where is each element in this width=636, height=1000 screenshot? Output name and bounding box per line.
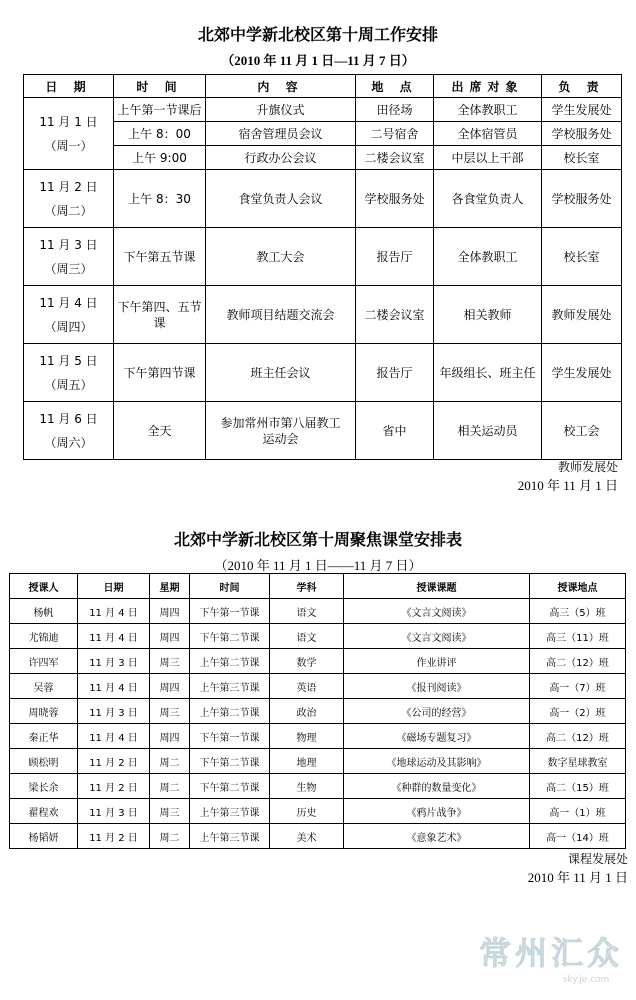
date-cell: 11 月 3 日	[78, 649, 150, 674]
date-cell	[24, 228, 114, 286]
content-cell: 参加常州市第八届教工运动会	[206, 402, 356, 460]
time-cell: 上午第三节课	[190, 824, 270, 849]
responsible-cell: 学生发展处	[542, 98, 622, 122]
table-row	[10, 599, 626, 624]
lessons-title: 北郊中学新北校区第十周聚焦课堂安排表	[173, 530, 462, 549]
content-cell: 食堂负责人会议	[206, 170, 356, 228]
attendees-cell: 全体宿管员	[434, 122, 542, 146]
location-cell: 二楼会议室	[356, 146, 434, 170]
column-header: 内 容	[206, 75, 356, 98]
date-cell: 11 月 2 日	[78, 749, 150, 774]
room-cell: 高一（7）班	[530, 674, 626, 699]
time-cell: 下午第一节课	[190, 599, 270, 624]
room-cell: 高一（2）班	[530, 699, 626, 724]
table-row	[24, 344, 622, 402]
responsible-cell: 校长室	[542, 146, 622, 170]
teacher-cell: 吴蓉	[10, 674, 78, 699]
table-header-row	[10, 574, 626, 599]
date-text: 11 月 4 日	[39, 295, 98, 310]
location-cell: 学校服务处	[356, 170, 434, 228]
column-header: 时 间	[114, 75, 206, 98]
location-cell: 二号宿舍	[356, 122, 434, 146]
weekday-cell: 周二	[150, 824, 190, 849]
date-cell	[24, 170, 114, 228]
teacher-cell: 翟程欢	[10, 799, 78, 824]
attendees-cell: 相关教师	[434, 286, 542, 344]
table-row	[24, 228, 622, 286]
room-cell: 数字星球教室	[530, 749, 626, 774]
responsible-cell: 学校服务处	[542, 170, 622, 228]
attendees-cell: 年级组长、班主任	[434, 344, 542, 402]
table-row	[24, 402, 622, 460]
table-row	[24, 122, 622, 146]
watermark-main-text: 常州汇众	[478, 934, 624, 972]
content-cell: 宿舍管理员会议	[206, 122, 356, 146]
subject-cell: 英语	[270, 674, 344, 699]
signature-date: 2010 年 11 月 1 日	[527, 870, 628, 885]
room-cell: 高二（12）班	[530, 724, 626, 749]
weekday-cell: 周四	[150, 674, 190, 699]
date-cell	[24, 286, 114, 344]
weekday-cell: 周三	[150, 799, 190, 824]
table-row	[24, 286, 622, 344]
table-row	[10, 674, 626, 699]
subject-cell: 地理	[270, 749, 344, 774]
topic-cell: 作业讲评	[344, 649, 530, 674]
table-row	[24, 146, 622, 170]
time-cell: 下午第一节课	[190, 724, 270, 749]
topic-cell: 《种群的数量变化》	[344, 774, 530, 799]
date-text: 11 月 2 日	[39, 179, 98, 194]
topic-cell: 《磁场专题复习》	[344, 724, 530, 749]
lesson-schedule-table	[9, 573, 626, 849]
time-cell: 下午第四节课	[114, 344, 206, 402]
weekday-text: （周六）	[44, 435, 93, 450]
time-cell: 上午第三节课	[190, 674, 270, 699]
weekday-cell: 周二	[150, 749, 190, 774]
table-row	[10, 799, 626, 824]
weekday-cell: 周四	[150, 624, 190, 649]
work-schedule-table	[23, 74, 622, 460]
date-cell	[24, 402, 114, 460]
weekday-cell: 周三	[150, 649, 190, 674]
time-cell: 全天	[114, 402, 206, 460]
time-cell: 上午 9:00	[114, 146, 206, 170]
attendees-cell: 相关运动员	[434, 402, 542, 460]
topic-cell: 《意象艺术》	[344, 824, 530, 849]
topic-cell: 《公司的经营》	[344, 699, 530, 724]
watermark-logo	[474, 928, 628, 988]
table-row	[10, 774, 626, 799]
weekday-cell: 周三	[150, 699, 190, 724]
table-row	[24, 98, 622, 122]
room-cell: 高一（14）班	[530, 824, 626, 849]
content-cell: 升旗仪式	[206, 98, 356, 122]
location-cell: 二楼会议室	[356, 286, 434, 344]
date-cell: 11 月 3 日	[78, 799, 150, 824]
time-cell: 下午第二节课	[190, 624, 270, 649]
column-header: 出席对象	[434, 75, 542, 98]
weekday-cell: 周二	[150, 774, 190, 799]
time-cell: 上午 8：00	[114, 122, 206, 146]
subject-cell: 数学	[270, 649, 344, 674]
content-cell: 教师项目结题交流会	[206, 286, 356, 344]
table-row	[10, 749, 626, 774]
subject-cell: 语文	[270, 624, 344, 649]
date-cell: 11 月 4 日	[78, 624, 150, 649]
table-row	[10, 724, 626, 749]
weekday-text: （周五）	[44, 377, 93, 392]
time-cell: 下午第二节课	[190, 774, 270, 799]
responsible-cell: 校长室	[542, 228, 622, 286]
subject-cell: 美术	[270, 824, 344, 849]
room-cell: 高二（12）班	[530, 649, 626, 674]
signature-department: 教师发展处	[557, 460, 618, 474]
date-cell: 11 月 2 日	[78, 824, 150, 849]
topic-cell: 《鸦片战争》	[344, 799, 530, 824]
column-header: 地 点	[356, 75, 434, 98]
table-row	[10, 649, 626, 674]
teacher-cell: 周晓蓉	[10, 699, 78, 724]
column-header: 日 期	[24, 75, 114, 98]
signature-date: 2010 年 11 月 1 日	[517, 478, 618, 493]
column-header: 授课地点	[530, 574, 626, 599]
signature-department: 课程发展处	[567, 852, 628, 866]
room-cell: 高一（1）班	[530, 799, 626, 824]
date-cell: 11 月 4 日	[78, 599, 150, 624]
date-cell	[24, 344, 114, 402]
date-cell: 11 月 4 日	[78, 674, 150, 699]
responsible-cell: 教师发展处	[542, 286, 622, 344]
weekday-text: （周四）	[44, 319, 93, 334]
column-header: 学科	[270, 574, 344, 599]
subject-cell: 政治	[270, 699, 344, 724]
table-header-row	[24, 75, 622, 98]
column-header: 时间	[190, 574, 270, 599]
topic-cell: 《报刊阅读》	[344, 674, 530, 699]
time-cell: 下午第二节课	[190, 749, 270, 774]
teacher-cell: 梁长余	[10, 774, 78, 799]
location-cell: 田径场	[356, 98, 434, 122]
lessons-signature	[528, 850, 628, 886]
date-text: 11 月 3 日	[39, 237, 98, 252]
column-header: 负 责	[542, 75, 622, 98]
room-cell: 高三（11）班	[530, 624, 626, 649]
responsible-cell: 校工会	[542, 402, 622, 460]
date-text: 11 月 6 日	[39, 411, 98, 426]
schedule-signature	[518, 458, 618, 494]
teacher-cell: 秦正华	[10, 724, 78, 749]
date-text: 11 月 1 日	[39, 114, 98, 129]
topic-cell: 《地球运动及其影响》	[344, 749, 530, 774]
date-cell: 11 月 2 日	[78, 774, 150, 799]
column-header: 授课人	[10, 574, 78, 599]
table-row	[10, 624, 626, 649]
room-cell: 高三（5）班	[530, 599, 626, 624]
column-header: 星期	[150, 574, 190, 599]
content-cell: 班主任会议	[206, 344, 356, 402]
teacher-cell: 许四军	[10, 649, 78, 674]
attendees-cell: 各食堂负责人	[434, 170, 542, 228]
room-cell: 高二（15）班	[530, 774, 626, 799]
column-header: 日期	[78, 574, 150, 599]
table-row	[10, 699, 626, 724]
date-cell	[24, 98, 114, 170]
subject-cell: 生物	[270, 774, 344, 799]
subject-cell: 历史	[270, 799, 344, 824]
location-cell: 省中	[356, 402, 434, 460]
attendees-cell: 全体教职工	[434, 228, 542, 286]
teacher-cell: 杨韬妍	[10, 824, 78, 849]
subject-cell: 物理	[270, 724, 344, 749]
time-cell: 下午第五节课	[114, 228, 206, 286]
weekday-text: （周一）	[44, 138, 93, 153]
schedule-title: 北郊中学新北校区第十周工作安排	[197, 25, 438, 44]
time-cell: 上午第一节课后	[114, 98, 206, 122]
topic-cell: 《文言文阅读》	[344, 599, 530, 624]
topic-cell: 《文言文阅读》	[344, 624, 530, 649]
lessons-subtitle: （2010 年 11 月 1 日——11 月 7 日）	[214, 558, 422, 573]
date-cell: 11 月 3 日	[78, 699, 150, 724]
schedule-subtitle: （2010 年 11 月 1 日—11 月 7 日）	[221, 53, 415, 68]
location-cell: 报告厅	[356, 228, 434, 286]
content-cell: 教工大会	[206, 228, 356, 286]
weekday-cell: 周四	[150, 724, 190, 749]
content-cell: 行政办公会议	[206, 146, 356, 170]
time-cell: 上午 8：30	[114, 170, 206, 228]
weekday-text: （周二）	[44, 203, 93, 218]
date-text: 11 月 5 日	[39, 353, 98, 368]
table-row	[10, 824, 626, 849]
time-cell: 上午第三节课	[190, 799, 270, 824]
attendees-cell: 中层以上干部	[434, 146, 542, 170]
watermark-sub-text: sky.je.com	[562, 975, 610, 985]
weekday-text: （周三）	[44, 261, 93, 276]
teacher-cell: 顾松明	[10, 749, 78, 774]
location-cell: 报告厅	[356, 344, 434, 402]
time-cell: 上午第二节课	[190, 649, 270, 674]
column-header: 授课课题	[344, 574, 530, 599]
subject-cell: 语文	[270, 599, 344, 624]
date-cell: 11 月 4 日	[78, 724, 150, 749]
time-cell: 下午第四、五节课	[114, 286, 206, 344]
teacher-cell: 尤锦迪	[10, 624, 78, 649]
table-row	[24, 170, 622, 228]
attendees-cell: 全体教职工	[434, 98, 542, 122]
teacher-cell: 杨帆	[10, 599, 78, 624]
responsible-cell: 学生发展处	[542, 344, 622, 402]
time-cell: 上午第二节课	[190, 699, 270, 724]
responsible-cell: 学校服务处	[542, 122, 622, 146]
weekday-cell: 周四	[150, 599, 190, 624]
